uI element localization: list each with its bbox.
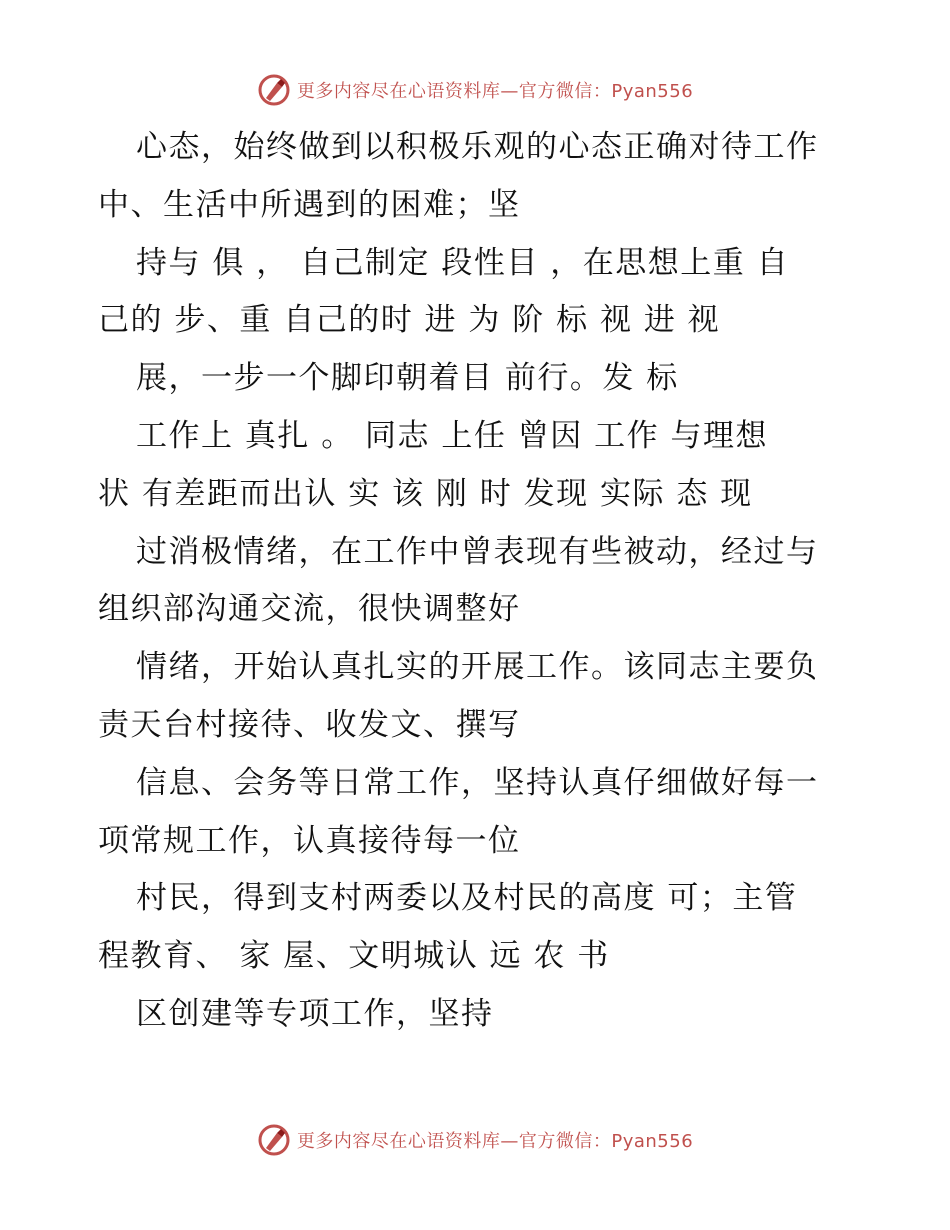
header-banner bbox=[0, 70, 950, 110]
text-line: 中、生活中所遇到的困难；坚 bbox=[98, 186, 521, 223]
header-banner-label: 更多内容尽在心语资料库—官方微信： bbox=[296, 81, 612, 102]
text-line: 信息、会务等日常工作，坚持认真仔细做好每一 bbox=[136, 764, 819, 801]
header-wechat-handle: Pyan556 bbox=[611, 81, 694, 102]
footer-banner bbox=[0, 1120, 950, 1160]
footer-wechat-handle: Pyan556 bbox=[611, 1131, 694, 1152]
text-line: 责天台村接待、收发文、撰写 bbox=[98, 706, 521, 743]
text-line: 状 有差距而出认 实 该 刚 时 发现 实际 态 现 bbox=[98, 475, 753, 512]
text-line: 过消极情绪，在工作中曾表现有些被动，经过与 bbox=[136, 533, 819, 570]
text-line: 情绪，开始认真扎实的开展工作。该同志主要负 bbox=[136, 649, 819, 686]
pen-nib-logo-icon bbox=[257, 1123, 291, 1157]
pen-nib-logo-icon bbox=[257, 73, 291, 107]
text-line: 组织部沟通交流，很快调整好 bbox=[98, 591, 521, 628]
text-line: 村民，得到支村两委以及村民的高度 可；主管 bbox=[136, 880, 798, 917]
document-body bbox=[98, 119, 858, 1044]
header-banner-text bbox=[297, 77, 693, 103]
text-line: 持与 俱 ， 自己制定 段性目 ，在思想上重 自 bbox=[136, 244, 790, 281]
footer-banner-text bbox=[297, 1127, 693, 1153]
text-line: 工作上 真扎 。 同志 上任 曾因 工作 与理想 bbox=[136, 417, 768, 454]
text-line: 程教育、 家 屋、文明城认 远 农 书 bbox=[98, 938, 610, 975]
text-line: 区创建等专项工作，坚持 bbox=[136, 995, 494, 1032]
text-line: 展，一步一个脚印朝着目 前行。发 标 bbox=[136, 360, 679, 397]
footer-banner-label: 更多内容尽在心语资料库—官方微信： bbox=[296, 1131, 612, 1152]
text-line: 项常规工作，认真接待每一位 bbox=[98, 822, 521, 859]
text-line: 心态，始终做到以积极乐观的心态正确对待工作 bbox=[136, 129, 819, 165]
text-line: 己的 步、重 自己的时 进 为 阶 标 视 进 视 bbox=[98, 302, 721, 339]
